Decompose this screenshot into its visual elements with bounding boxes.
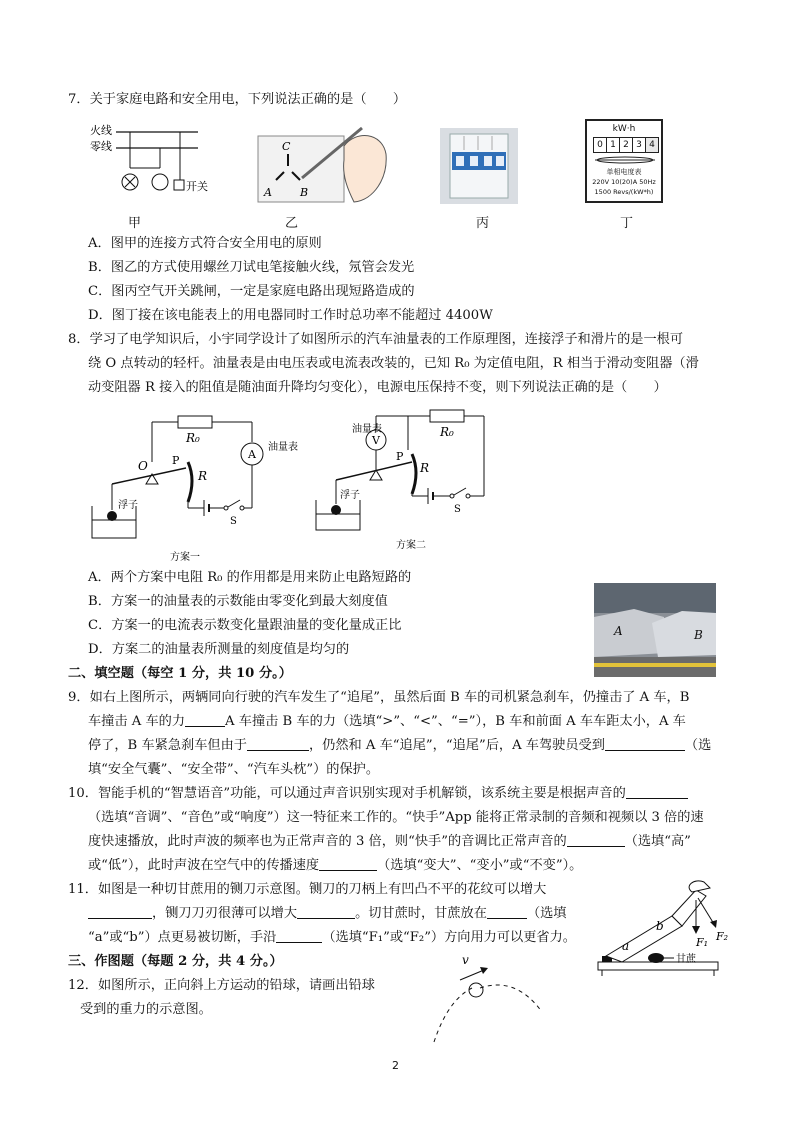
- q9-line-3: [88, 734, 711, 758]
- meter-display: [593, 137, 659, 153]
- meter-disc-icon: [593, 153, 657, 167]
- label-r: R: [198, 469, 208, 483]
- gauge-label: 油量表: [268, 442, 298, 453]
- meter-spec-2: 1500 Revs/(kW*h): [594, 188, 654, 196]
- q9-text: 车撞击 A 车的力: [88, 714, 186, 729]
- meter-digit: 3: [633, 138, 646, 152]
- q7-option-c: C．图丙空气开关跳闸，一定是家庭电路出现短路造成的: [88, 284, 415, 299]
- q10-line-4: [88, 854, 582, 878]
- section-2-heading: 二、填空题（每空 1 分，共 10 分。）: [68, 666, 292, 681]
- q8-stem-line-3: 动变阻器 R 接入的阻值是随油面升降均匀变化），电源电压保持不变，则下列说法正确的是（ ）: [88, 380, 667, 395]
- q10-text: （选填“变大”、“变小”或“不变”）。: [377, 858, 583, 873]
- q12-line-2: 受到的重力的示意图。: [80, 1002, 212, 1017]
- q9-text: 停了，B 车紧急刹车但由于: [88, 738, 247, 753]
- meter-digit: 4: [646, 138, 658, 152]
- live-wire-label: 火线: [90, 124, 112, 137]
- slider-r-icon: [188, 462, 192, 502]
- q11-text: ，铡刀刀刃很薄可以增大: [152, 906, 298, 921]
- socket-label-c: C: [282, 140, 291, 153]
- q10-line-2: （选填“音调”、“音色”或“响度”）这一特征来工作的。“快手”App 能将正常录制的音频和视频以 3 倍的速: [88, 810, 704, 825]
- label-v: v: [462, 953, 469, 967]
- q8-option-b: B．方案一的油量表的示数能由零变化到最大刻度值: [88, 594, 388, 609]
- q7-option-b: B．图乙的方式使用螺丝刀试电笔接触火线，氖管会发光: [88, 260, 415, 275]
- float-label: 浮子: [340, 490, 360, 501]
- q7-option-d: D．图丁接在该电能表上的用电器同时工作时总功率不能超过 4400W: [88, 308, 493, 323]
- meter-digit: 0: [594, 138, 607, 152]
- voltmeter-label: V: [372, 434, 380, 447]
- label-sugarcane: 甘蔗: [676, 954, 696, 965]
- scheme-1-label: 方案一: [170, 552, 200, 563]
- bulb-icon: [152, 174, 168, 190]
- meter-unit: kW·h: [612, 124, 636, 134]
- label-r0: R₀: [186, 431, 200, 445]
- q11-line-3: [88, 926, 576, 950]
- switch-label: 开关: [186, 180, 208, 193]
- q7-stem: 7．关于家庭电路和安全用电，下列说法正确的是（ ）: [68, 92, 407, 107]
- label-p: P: [396, 450, 404, 463]
- q12-shot-put-diagram: [420, 950, 560, 1050]
- q10-line-1: [68, 782, 688, 806]
- q11-blank-3[interactable]: [487, 903, 527, 919]
- q7-option-a: A．图甲的连接方式符合安全用电的原则: [88, 236, 322, 251]
- q7-figure-a-circuit: [90, 120, 208, 202]
- label-f2: F₂: [716, 930, 729, 943]
- meter-name: 单相电度表: [606, 168, 642, 176]
- socket-label-a: A: [264, 186, 272, 199]
- label-s: S: [230, 516, 237, 527]
- slider-r-icon: [412, 454, 416, 494]
- car-b-label: B: [694, 628, 703, 642]
- shot-put-ball-icon: [469, 983, 483, 997]
- hand-icon: [689, 881, 710, 892]
- fig-label-bing: 丙: [476, 216, 490, 231]
- q11-text: “a”或“b”）点更易被切断，手沿: [88, 930, 277, 945]
- q9-text: A 车撞击 B 车的力（选填“>”、“<”、“=”），B 车和前面 A 车车距太小，A 车: [225, 714, 686, 729]
- q10-line-3: [88, 830, 691, 854]
- label-b: b: [656, 919, 664, 933]
- label-p: P: [172, 454, 180, 467]
- q9-blank-2[interactable]: [247, 735, 309, 751]
- resistor-r0-icon: [178, 416, 212, 428]
- q8-car-collision-photo: [594, 583, 716, 677]
- q11-guillotine-diagram: [592, 878, 732, 978]
- q8-option-a: A．两个方案中电阻 R₀ 的作用都是用来防止电路短路的: [88, 570, 412, 585]
- ammeter-label: A: [248, 448, 256, 461]
- q11-text: （选填: [526, 906, 567, 921]
- q10-text: 度快速播放，此时声波的频率也为正常声音的 3 倍，则“快手”的音调比正常声音的: [88, 834, 567, 849]
- q8-scheme-1-diagram: [88, 410, 298, 566]
- car-a-label: A: [614, 624, 623, 638]
- section-3-heading: 三、作图题（每题 2 分，共 4 分。）: [68, 954, 283, 969]
- q10-blank-2[interactable]: [567, 831, 625, 847]
- sugarcane-icon: [648, 953, 664, 963]
- label-o: O: [138, 459, 148, 473]
- q7-figure-b-socket: [256, 120, 392, 204]
- scheme-2-label: 方案二: [396, 540, 426, 551]
- fig-label-jia: 甲: [128, 216, 142, 231]
- q11-line-2: [88, 902, 567, 926]
- q8-scheme-2-diagram: [312, 410, 512, 556]
- q8-option-c: C．方案一的电流表示数变化量跟油量的变化量成正比: [88, 618, 402, 633]
- meter-digit: 1: [607, 138, 620, 152]
- q10-blank-1[interactable]: [626, 783, 688, 799]
- fig-label-ding: 丁: [620, 216, 634, 231]
- page-number: 2: [392, 1059, 399, 1072]
- gauge-label: 油量表: [352, 424, 382, 435]
- switch-icon: [174, 180, 184, 190]
- q9-text: （选: [684, 738, 712, 753]
- meter-digit: 2: [620, 138, 633, 152]
- label-r0: R₀: [440, 425, 454, 439]
- q12-line-1: 12．如图所示，正向斜上方运动的铅球，请画出铅球: [68, 978, 375, 993]
- q9-blank-1[interactable]: [185, 711, 225, 727]
- q8-stem-line-1: 8．学习了电学知识后，小宇同学设计了如图所示的汽车油量表的工作原理图，连接浮子和滑片的是一根可: [68, 332, 684, 347]
- q11-text: （选填“F₁”或“F₂”）方向用力可以更省力。: [322, 930, 576, 945]
- q10-blank-3[interactable]: [319, 855, 377, 871]
- q9-blank-3[interactable]: [605, 735, 685, 751]
- label-a: a: [622, 939, 630, 953]
- q9-text: ，仍然和 A 车“追尾”，“追尾”后，A 车驾驶员受到: [308, 738, 605, 753]
- q9-line-1: 9．如右上图所示，两辆同向行驶的汽车发生了“追尾”，虽然后面 B 车的司机紧急刹车，仍撞击了 A 车，B: [68, 690, 690, 705]
- q10-text: 或“低”），此时声波在空气中的传播速度: [88, 858, 320, 873]
- label-r: R: [420, 461, 430, 475]
- q10-text: （选填“高”: [624, 834, 691, 849]
- q11-blank-2[interactable]: [297, 903, 355, 919]
- float-label: 浮子: [118, 500, 138, 511]
- socket-label-b: B: [300, 186, 309, 199]
- q11-blank-4[interactable]: [276, 927, 322, 943]
- hand-icon: [344, 136, 387, 202]
- fig-label-yi: 乙: [285, 216, 299, 231]
- q7-figure-d-meter: [585, 119, 663, 203]
- q11-text: 。切甘蔗时，甘蔗放在: [355, 906, 487, 921]
- neutral-wire-label: 零线: [90, 140, 112, 153]
- resistor-r0-icon: [430, 410, 464, 422]
- q10-text: 10．智能手机的“智慧语音”功能，可以通过声音识别实现对手机解锁，该系统主要是根据声音的: [68, 786, 626, 801]
- q9-line-2: [88, 710, 686, 734]
- q8-option-d: D．方案二的油量表所测量的刻度值是均匀的: [88, 642, 350, 657]
- meter-spec-1: 220V 10(20)A 50Hz: [592, 178, 656, 186]
- label-s: S: [454, 504, 461, 515]
- q7-figure-c-breaker: [440, 128, 518, 204]
- q9-line-4: 填“安全气囊”、“安全带”、“汽车头枕”）的保护。: [88, 762, 380, 777]
- blade-icon: [606, 916, 682, 962]
- q8-stem-line-2: 绕 O 点转动的轻杆。油量表是由电压表或电流表改装的，已知 R₀ 为定值电阻，R 相当于滑动变阻器（滑: [88, 356, 699, 371]
- q11-blank-1[interactable]: [88, 903, 152, 919]
- q11-line-1: 11．如图是一种切甘蔗用的铡刀示意图。铡刀的刀柄上有凹凸不平的花纹可以增大: [68, 882, 547, 897]
- label-f1: F₁: [696, 936, 709, 949]
